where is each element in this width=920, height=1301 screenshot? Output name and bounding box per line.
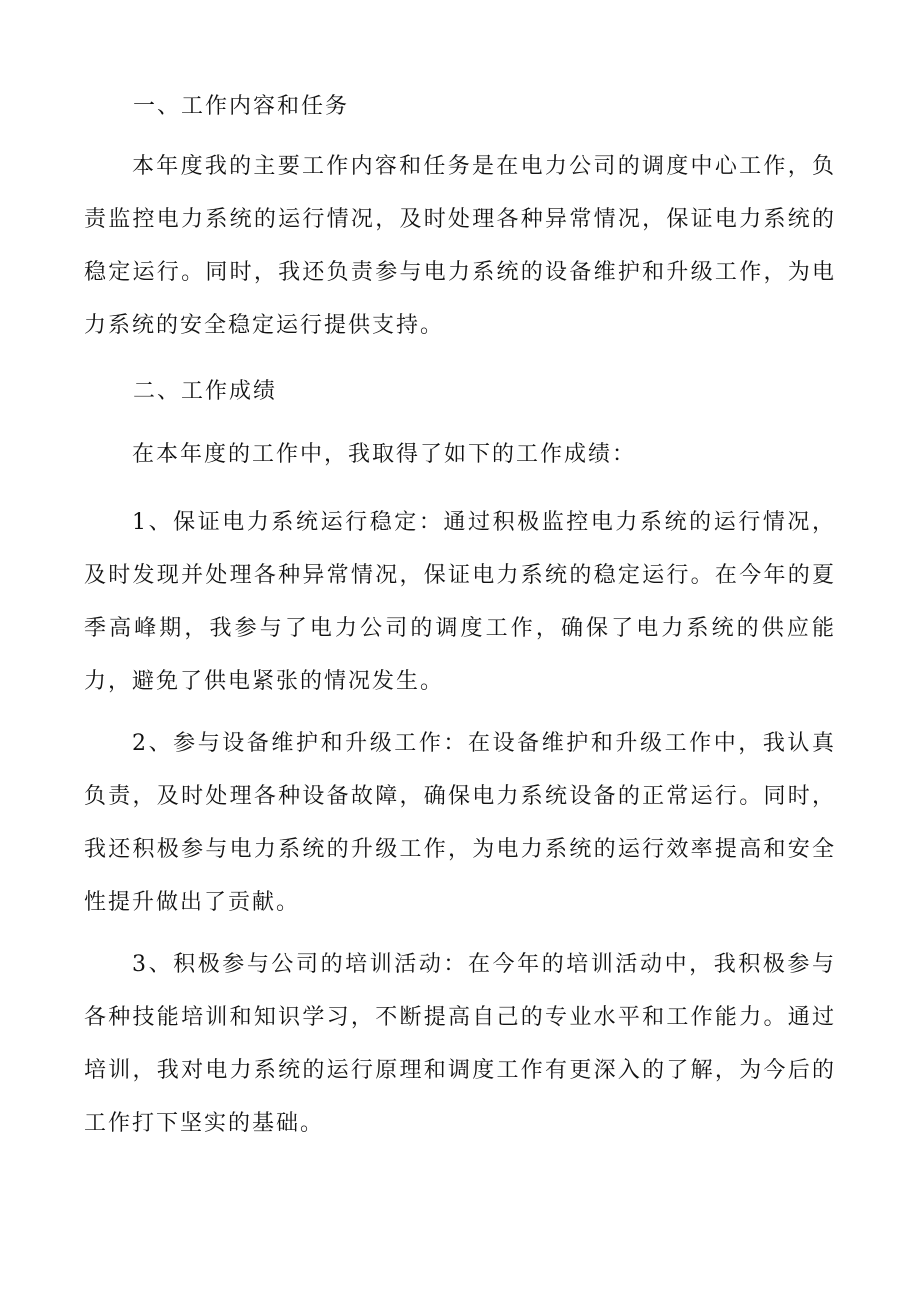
achievement-2-paragraph: 2、参与设备维护和升级工作：在设备维护和升级工作中，我认真负责，及时处理各种设备故障，确保电力系统设备的正常运行。同时，我还积极参与电力系统的升级工作，为电力系统的运行效率提高和安全性提升做出了贡献。	[84, 731, 836, 915]
section-1-paragraph: 本年度我的主要工作内容和任务是在电力公司的调度中心工作，负责监控电力系统的运行情况，及时处理各种异常情况，保证电力系统的稳定运行。同时，我还负责参与电力系统的设备维护和升级工作，为电力系统的安全稳定运行提供支持。	[84, 154, 836, 338]
achievement-3-paragraph: 3、积极参与公司的培训活动：在今年的培训活动中，我积极参与各种技能培训和知识学习，不断提高自己的专业水平和工作能力。通过培训，我对电力系统的运行原理和调度工作有更深入的了解，为今后的工作打下坚实的基础。	[84, 952, 836, 1136]
section-2-heading: 二、工作成绩	[133, 379, 278, 404]
section-1-heading: 一、工作内容和任务	[133, 94, 350, 119]
section-2-intro: 在本年度的工作中，我取得了如下的工作成绩：	[132, 442, 637, 467]
achievement-1-paragraph: 1、保证电力系统运行稳定：通过积极监控电力系统的运行情况，及时发现并处理各种异常情况，保证电力系统的稳定运行。在今年的夏季高峰期，我参与了电力公司的调度工作，确保了电力系统的供应能力，避免了供电紧张的情况发生。	[84, 510, 836, 694]
